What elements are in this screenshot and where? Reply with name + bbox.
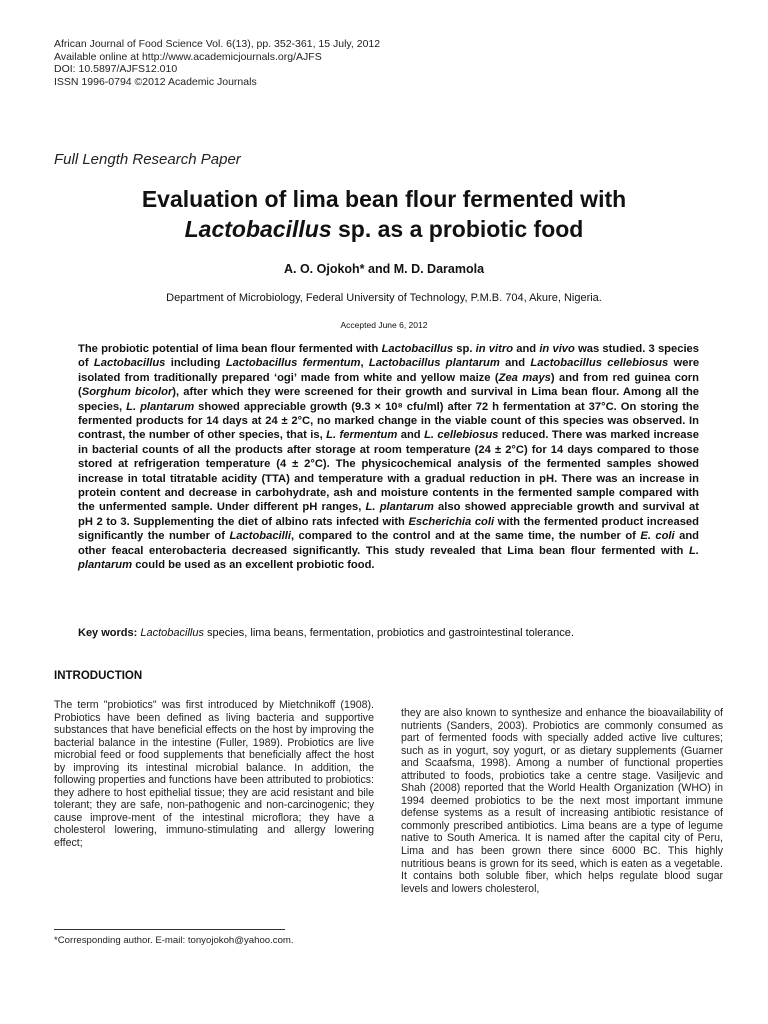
abstract-text: reduced. There was marked increase in bacterial counts of all the products after storage at room temperature (24 ± 2°C) for 14 days compared to those stored at refrigeration temperature (4 ± 2°C). The physicochemical analysis of the fermented samples showed increase in total titratable acidity (TTA) and temperature with a gradual reduction in pH. There was an increase in protein content and decrease in carbohydrate, ash and moisture contents in the fermented sample compared with the unfermented sample. Under different pH ranges, xyxy=(78,429,699,514)
affiliation: Department of Microbiology, Federal University of Technology, P.M.B. 704, Akure, Nigeria. xyxy=(166,292,602,304)
abstract-italic: Lactobacilli xyxy=(229,530,291,543)
footnote-divider xyxy=(54,929,285,930)
abstract-italic: Sorghum bicolor xyxy=(81,386,173,399)
abstract xyxy=(78,342,699,573)
journal-header xyxy=(54,38,380,88)
abstract-italic: in vitro xyxy=(475,343,514,355)
title-line-2-rest: sp. as a probiotic food xyxy=(331,216,584,242)
introduction-left-column: The term "probiotics" was first introduced by Mietchnikoff (1908). Probiotics have been defined as living bacteria and supportive substances that have beneficial effects on the host by improving the bacterial balance in the intestine (Fuller, 1989). Probiotics are live microbial feed or food supplements that beneficially affect the host by improving its intestinal microbial balance. In addition, the following properties and functions have been attributed to probiotics: they adhere to host epithelial tissue; they are acid resistant and bile tolerant; they are safe, non-pathogenic and non-carcinogenic; they cause improve-ment of the intestinal microflora; they have a cholesterol lowering, immuno-stimulating and allergy lowering effect; xyxy=(54,699,374,850)
abstract-text: The probiotic potential of lima bean flour fermented with xyxy=(78,343,382,355)
abstract-italic: L. plantarum xyxy=(365,501,434,514)
accepted-date: Accepted June 6, 2012 xyxy=(340,320,428,330)
article-type: Full Length Research Paper xyxy=(54,151,241,168)
title-line-1: Evaluation of lima bean flour fermented with xyxy=(141,186,627,212)
keywords-label: Key words: xyxy=(78,627,141,639)
paper-title xyxy=(60,184,708,244)
abstract-italic: Escherichia coli xyxy=(408,515,495,528)
abstract-italic: E. coli xyxy=(640,530,675,543)
online-availability[interactable]: Available online at http://www.academicjournals.org/AJFS xyxy=(54,50,322,63)
abstract-text: could be used as an excellent probiotic food. xyxy=(132,559,375,572)
doi: DOI: 10.5897/AJFS12.010 xyxy=(54,63,178,76)
section-heading-introduction: INTRODUCTION xyxy=(54,670,143,682)
corresponding-author-footnote: *Corresponding author. E-mail: tonyojokoh@yahoo.com. xyxy=(54,935,294,946)
abstract-text: sp. xyxy=(453,343,476,355)
abstract-text: , compared to the control and at the same time, the number of xyxy=(291,530,641,543)
introduction-right-column: they are also known to synthesize and enhance the bioavailability of nutrients (Sanders, 2003). Probiotics are commonly consumed as part of fermented foods with specially added active live cultures; such as in yogurt, soy yogurt, or as dietary supplements (Guarner and Scaafsma, 1998). Among a number of functional properties attributed to foods, probiotics take a centre stage. Vasiljevic and Shah (2008) reported that the World Health Organization (WHO) in 1994 deemed probiotics to be the next most important immune defense systems as a result of increasing antibiotic resistance of commonly prescribed antibiotics. Lima beans are a type of legume native to South America. It is named after the capital city of Peru, Lima and has been grown there since 6000 BC. This highly nutritious beans is grown for its seed, which is eaten as a vegetable. It contains both soluble fiber, which helps regulate blood sugar levels and lowers cholesterol, xyxy=(401,707,723,895)
abstract-text: with the fermented product increased significantly the number of xyxy=(78,515,699,543)
abstract-text: showed appreciable growth (9.3 × 10⁸ cfu/ml) after 72 h fermentation at 37°C. On storing the fermented products for 14 days at 24 ± 2°C, no marked change in the viable count of this species was observed. In contrast, the number of other species, that is, xyxy=(78,400,699,442)
abstract-text: and xyxy=(499,357,531,370)
abstract-italic: Zea mays xyxy=(498,371,551,384)
abstract-text: including xyxy=(165,357,226,370)
abstract-text: and xyxy=(513,343,540,355)
abstract-italic: L. plantarum xyxy=(126,400,195,413)
abstract-text: also showed appreciable growth and survival at pH 2 to 3. Supplementing the diet of albino rats infected with xyxy=(78,501,699,528)
abstract-italic: Lactobacillus plantarum xyxy=(368,357,500,370)
keywords-text: species, lima beans, fermentation, probiotics and gastrointestinal tolerance. xyxy=(203,627,574,639)
abstract-text: , xyxy=(360,357,369,370)
authors: A. O. Ojokoh* and M. D. Daramola xyxy=(283,262,485,276)
abstract-text: ) and from red guinea corn ( xyxy=(78,371,699,399)
abstract-italic: L. fermentum xyxy=(326,429,398,442)
abstract-italic: L. cellebiosus xyxy=(424,429,499,442)
title-line-2 xyxy=(60,214,708,244)
abstract-italic: in vivo xyxy=(539,343,575,355)
keywords-italic: Lactobacillus xyxy=(140,627,204,639)
abstract-text: were isolated from traditionally prepared ‘ogi’ made from white and yellow maize ( xyxy=(78,357,700,384)
journal-citation: African Journal of Food Science Vol. 6(13), pp. 352-361, 15 July, 2012 xyxy=(54,38,381,50)
abstract-text: and other feacal enterobacteria decreased significantly. This study revealed that Lima bean flour fermented with xyxy=(78,530,699,557)
title-genus: Lactobacillus xyxy=(184,216,332,242)
abstract-italic: Lactobacillus cellebiosus xyxy=(530,357,669,370)
abstract-italic: L. plantarum xyxy=(78,544,699,572)
abstract-text: and xyxy=(397,429,425,442)
abstract-italic: Lactobacillus xyxy=(381,343,454,355)
issn: ISSN 1996-0794 ©2012 Academic Journals xyxy=(54,75,257,88)
abstract-text: was studied. 3 species of xyxy=(78,343,699,370)
abstract-text: ), after which they were screened for their growth and survival in Lima bean flour. Among all the species, xyxy=(78,386,700,413)
abstract-italic: Lactobacillus xyxy=(93,357,166,370)
abstract-italic: Lactobacillus fermentum xyxy=(225,357,361,370)
keywords xyxy=(78,626,699,640)
